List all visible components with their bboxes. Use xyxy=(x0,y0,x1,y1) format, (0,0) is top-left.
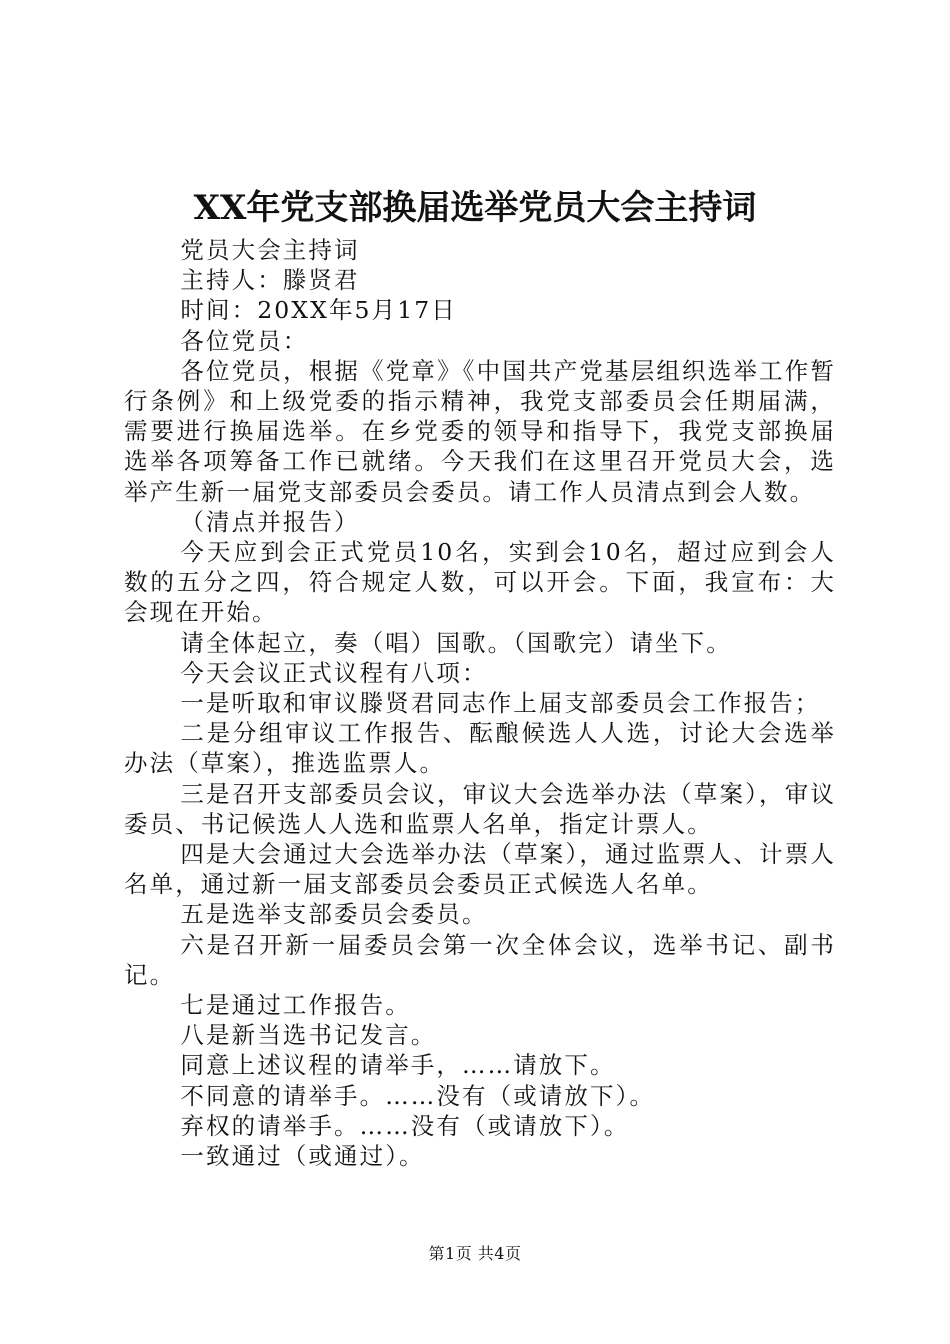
document-title: XX年党支部换届选举党员大会主持词 xyxy=(193,188,757,228)
paragraph: 一致通过（或通过）。 xyxy=(180,1142,425,1171)
paragraph: 各位党员： xyxy=(180,326,309,355)
paragraph: 八是新当选书记发言。 xyxy=(180,1021,437,1050)
paragraph: 弃权的请举手。……没有（或请放下）。 xyxy=(180,1111,630,1140)
paragraph: 四是大会通过大会选举办法（草案），通过监票人、计票人名单，通过新一届支部委员会委员正式候选人名单。 xyxy=(124,840,836,899)
paragraph: 不同意的请举手。……没有（或请放下）。 xyxy=(180,1081,656,1110)
document-body xyxy=(124,235,836,1171)
paragraph: 七是通过工作报告。 xyxy=(180,991,411,1020)
paragraph: 请全体起立，奏（唱）国歌。（国歌完）请坐下。 xyxy=(180,628,732,657)
paragraph: 一是听取和审议滕贤君同志作上届支部委员会工作报告； xyxy=(180,689,821,718)
page-footer: 第1页 共4页 xyxy=(428,1244,522,1263)
paragraph: 各位党员，根据《党章》《中国共产党基层组织选举工作暂行条例》和上级党委的指示精神，我党支部委员会任期届满，需要进行换届选举。在乡党委的领导和指导下，我党支部换届选举各项筹备工作已就绪。今天我们在这里召开党员大会，选举产生新一届党支部委员会委员。请工作人员清点到会人数。 xyxy=(124,356,836,506)
paragraph: 六是召开新一届委员会第一次全体会议，选举书记、副书记。 xyxy=(124,930,836,989)
paragraph: 党员大会主持词 xyxy=(180,236,360,264)
paragraph: 三是召开支部委员会议，审议大会选举办法（草案），审议委员、书记候选人人选和监票人名单，指定计票人。 xyxy=(124,779,836,838)
paragraph: （清点并报告） xyxy=(180,507,360,536)
paragraph: 今天会议正式议程有八项： xyxy=(180,658,488,687)
paragraph: 时间：20XX年5月17日 xyxy=(180,296,457,325)
paragraph: 五是选举支部委员会委员。 xyxy=(180,900,488,929)
paragraph: 二是分组审议工作报告、酝酿候选人人选，讨论大会选举办法（草案），推选监票人。 xyxy=(124,719,836,778)
paragraph: 主持人：滕贤君 xyxy=(180,266,360,295)
paragraph: 同意上述议程的请举手，……请放下。 xyxy=(180,1051,616,1080)
paragraph: 今天应到会正式党员10名，实到会10名，超过应到会人数的五分之四，符合规定人数，可以开会。下面，我宣布：大会现在开始。 xyxy=(124,538,836,627)
